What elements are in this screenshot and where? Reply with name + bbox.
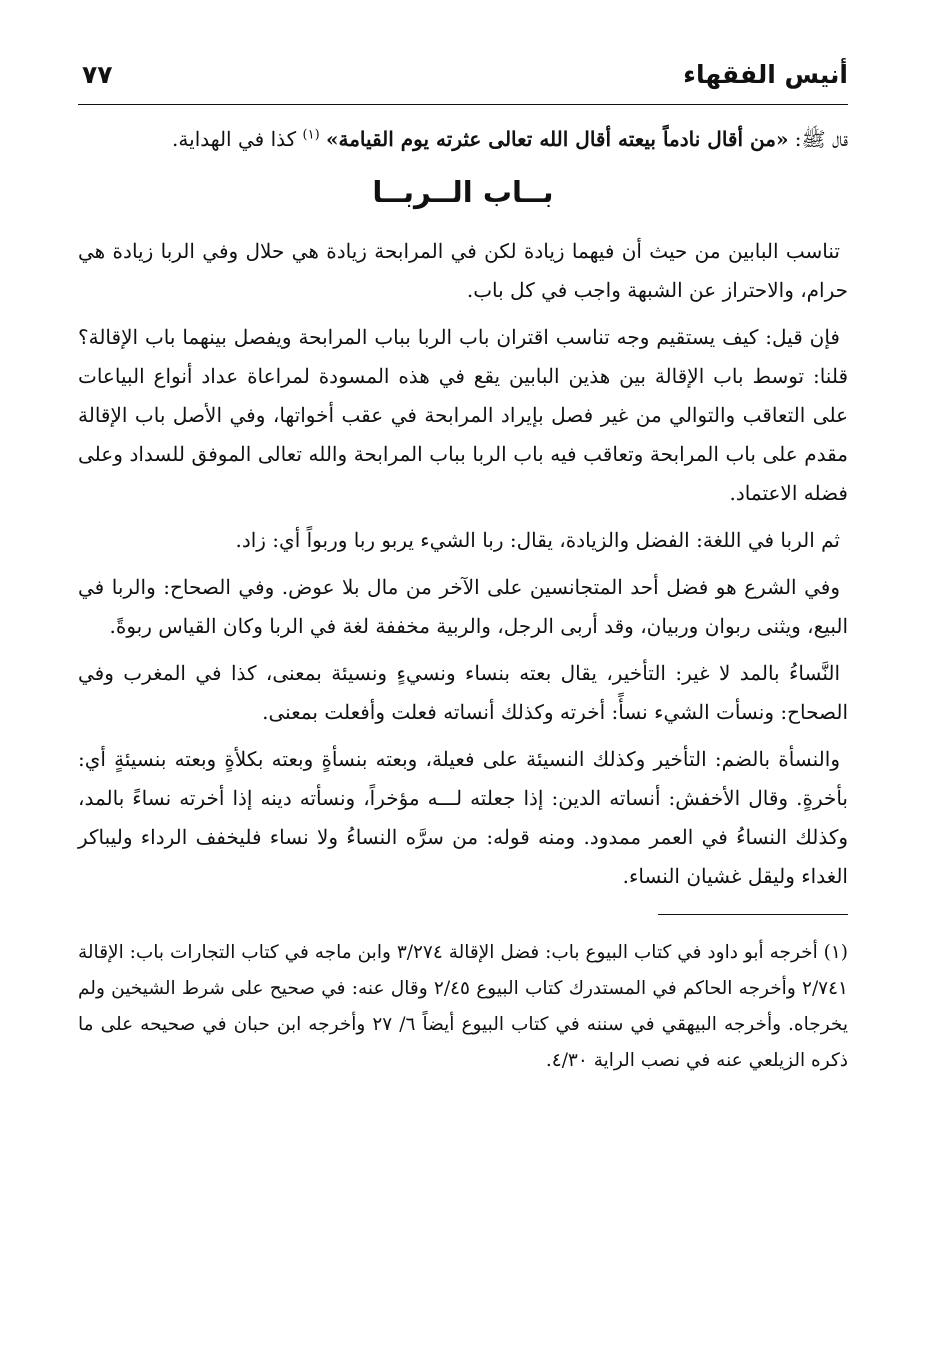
intro-suffix: كذا في الهداية. <box>172 127 303 151</box>
footnote-item: (١) أخرجه أبو داود في كتاب البيوع باب: فضل الإقالة ٣/٢٧٤ وابن ماجه في كتاب التجارات باب: الإقالة ٢/٧٤١ وأخرجه الحاكم في المستدرك كتاب البيوع ٢/٤٥ وقال عنه: في صحيح على شرط الشيخين ولم يخرجاه. وأخرجه البيهقي في سننه في كتاب البيوع أيضاً ٦/ ٢٧ وأخرجه ابن حبان في صحيحه على ما ذكره الزيلعي عنه في نصب الراية ٤/٣٠. <box>78 942 849 1071</box>
main-content <box>78 120 848 1079</box>
body-paragraph: ثم الربا في اللغة: الفضل والزيادة، يقال: ربا الشيء يربو ربا وربواً أي: زاد. <box>235 528 840 552</box>
header-rule <box>78 104 848 105</box>
hadith-text: «من أقال نادماً بيعته أقال الله تعالى عثرته يوم القيامة» <box>326 127 789 151</box>
page-header <box>78 48 848 96</box>
footnotes-section <box>78 935 848 1079</box>
body-paragraph: تناسب البابين من حيث أن فيهما زيادة لكن في المرابحة زيادة هي حلال وفي الربا زيادة هي حرام، والاحتراز عن الشبهة واجب في كل باب. <box>78 239 848 302</box>
body-paragraph: فإن قيل: كيف يستقيم وجه تناسب اقتران باب الربا بباب المرابحة ويفصل بينهما باب الإقالة؟ قلنا: توسط باب الإقالة بين هذين البابين يقع في هذه المسودة لمراعاة عداد أنواع البياعات على التعاقب والتوالي من غير فصل بإيراد المرابحة في عقب أخواتها، وفي الأصل باب الإقالة مقدم على باب المرابحة وتعاقب فيه باب الربا بباب المرابحة والله تعالى الموفق للسداد وعلى فضله الاعتماد. <box>78 325 848 505</box>
running-title: أنيس الفقهاء <box>683 60 848 89</box>
chapter-title: بــاب الــربــا <box>372 175 554 209</box>
footnote-marker: (١) <box>302 127 320 143</box>
document-page <box>78 48 849 1071</box>
footnote-divider <box>658 914 848 915</box>
intro-paragraph <box>78 120 848 159</box>
body-paragraph: النَّساءُ بالمد لا غير: التأخير، يقال بعته بنساء ونسيءٍ ونسيئة بمعنى، كذا في المغرب وفي الصحاح: ونسأت الشيء نسأً: أخرته وكذلك أنساته فعلت وأفعلت بمعنى. <box>78 661 848 724</box>
body-paragraph: وفي الشرع هو فضل أحد المتجانسين على الآخر من مال بلا عوض. وفي الصحاح: والربا في البيع، ويثنى ربوان وربيان، وقد أربى الرجل، والربية مخففة لغة في الربا وكان القياس ربوةً. <box>78 575 848 638</box>
intro-prefix: قال ﷺ: <box>788 127 848 151</box>
page-number: ٧٧ <box>82 60 113 89</box>
body-paragraph: والنسأة بالضم: التأخير وكذلك النسيئة على فعيلة، وبعته بنسأةٍ وبعته بكلأةٍ وبعته بنسيئةٍ أي: بأخرةٍ. وقال الأخفش: أنساته الدين: إذا جعلته لـــه مؤخراً، ونسأته دينه إذا أخرته نساءً بالمد، وكذلك النساءُ في العمر ممدود. ومنه قوله: من سرَّه النساءُ ولا نساء فليخفف الرداء وليباكر الغداء وليقل غشيان النساء. <box>78 747 848 888</box>
